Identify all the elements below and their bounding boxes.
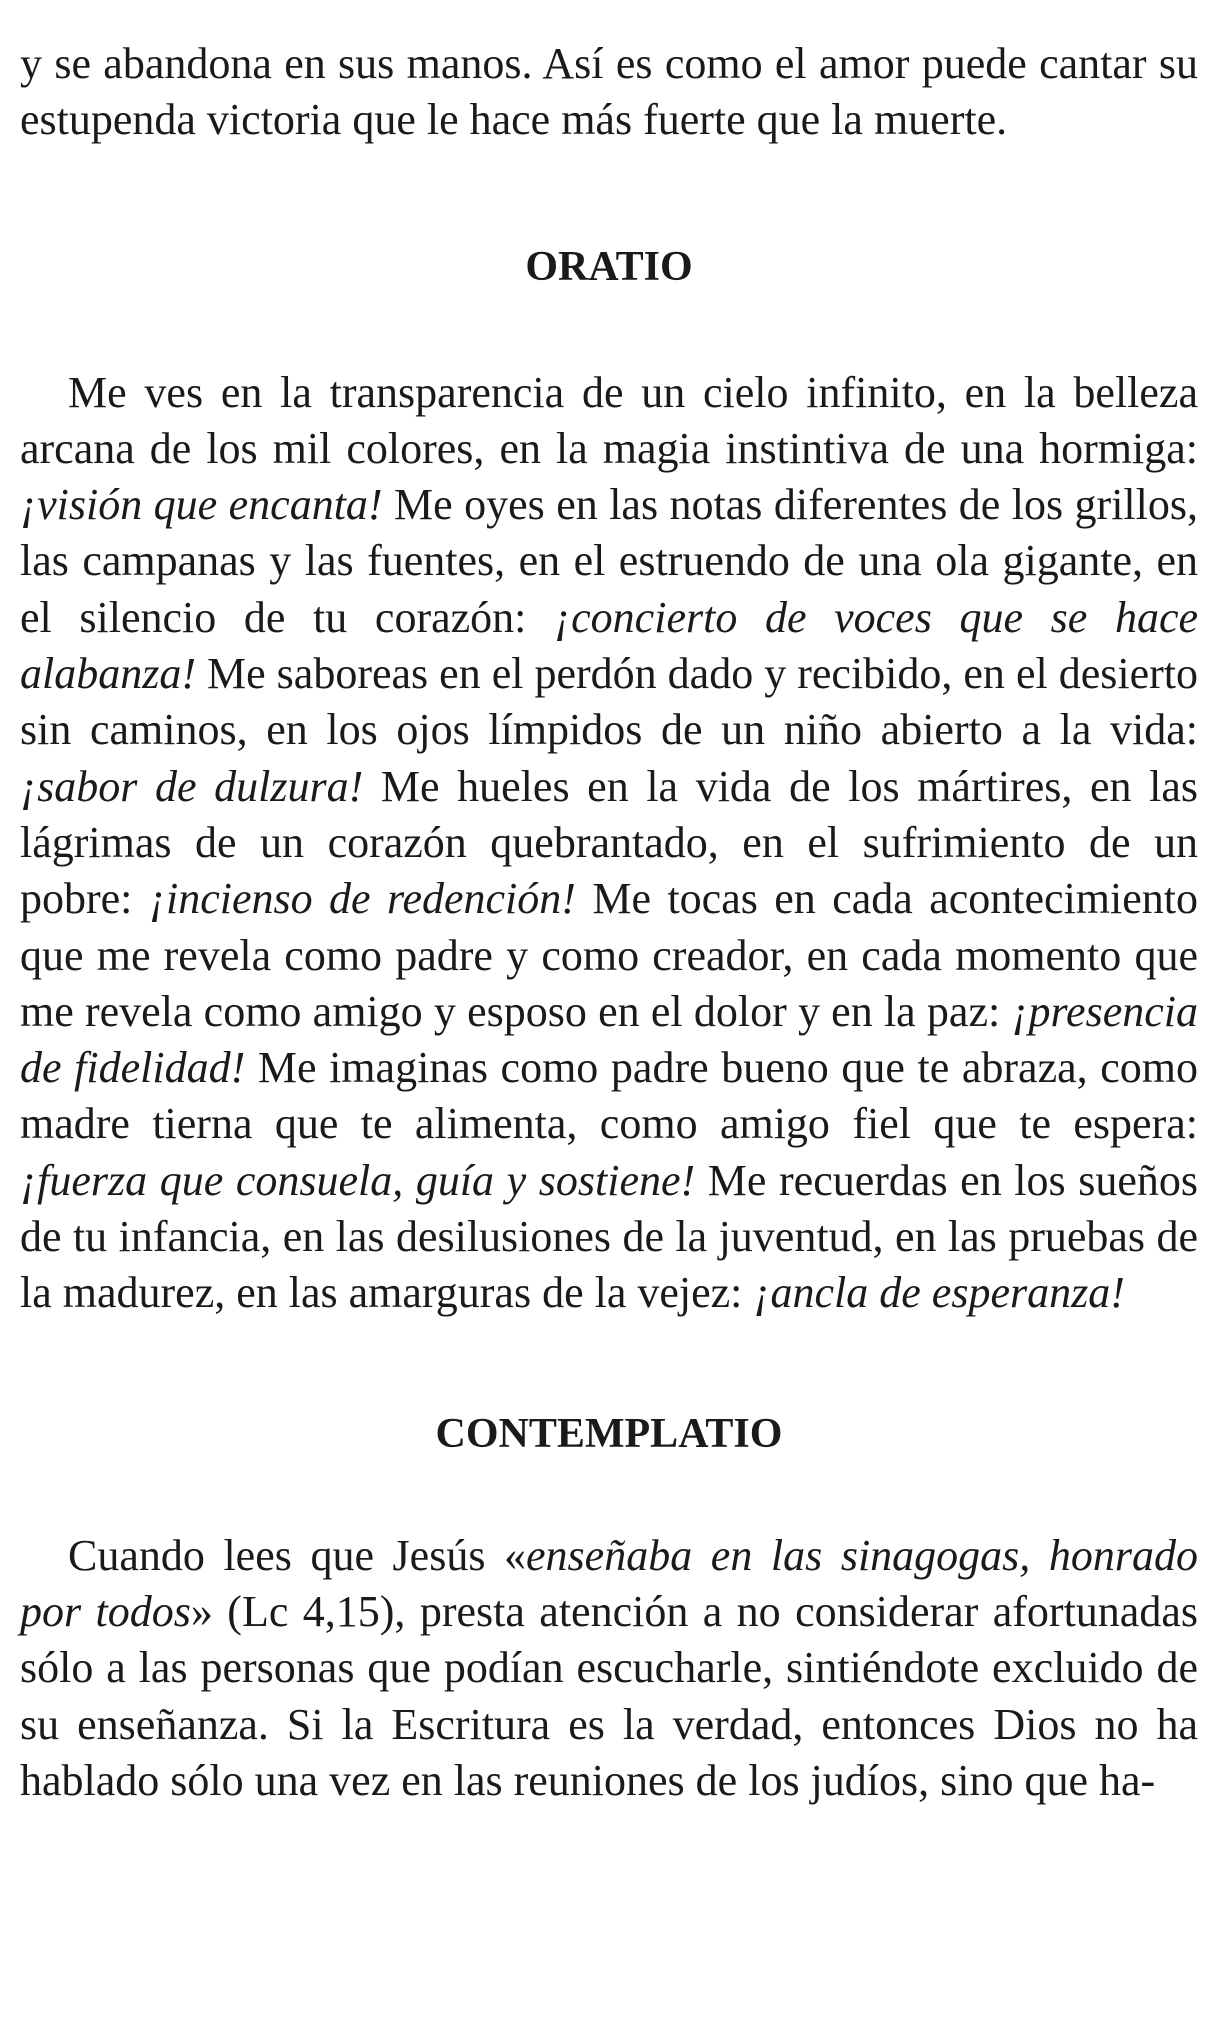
oratio-exclamation: ¡ancla de esperanza! [753,1268,1125,1318]
oratio-text: Me tocas en cada acontecimiento que me revela como padre y como creador, en cada momento que me revela como amigo y esposo en el dolor y en la paz: [20,874,1199,1036]
oratio-text: Me ves en la transparencia de un cielo infinito, en la belleza arcana de los mil colores, en la magia instintiva de una hormiga: [20,367,1198,473]
oratio-text: Me imaginas como padre bueno que te abraza, como madre tierna que te alimenta, como amigo fiel que te espera: [20,1043,1198,1149]
contemplatio-text: » (Lc 4,15), presta atención a no considerar afortunadas sólo a las personas que podían escucharle, sintiéndote excluido de su enseñanza. Si la Escritura es la verdad, entonces Dios no ha hablado sólo una vez en las reuniones de los judíos, sino que ha- [20,1586,1198,1805]
oratio-exclamation: ¡presencia de fidelidad! [20,986,1198,1093]
oratio-heading: ORATIO [525,243,693,290]
contemplatio-paragraph [20,1528,1198,1809]
contemplatio-text: Cuando lees que Jesús « [68,1530,527,1580]
oratio-text: Me oyes en las notas diferentes de los grillos, las campanas y las fuentes, en el estruendo de una ola gigante, en el silencio de tu corazón: [20,480,1198,642]
oratio-text: Me hueles en la vida de los mártires, en las lágrimas de un corazón quebrantado, en el sufrimiento de un pobre: [20,761,1198,924]
book-page [20,36,1198,1809]
oratio-exclamation: ¡sabor de dulzura! [20,761,364,811]
intro-paragraph: y se abandona en sus manos. Así es como el amor puede cantar su estupenda victoria que le hace más fuerte que la muerte. [20,39,1198,145]
oratio-text: Me recuerdas en los sueños de tu infancia, en las desilusiones de la juventud, en las pruebas de la madurez, en las amarguras de la vejez: [20,1155,1198,1318]
contemplatio-heading: CONTEMPLATIO [435,1410,783,1457]
oratio-paragraph [20,365,1198,1322]
oratio-exclamation: ¡incienso de redención! [148,874,576,924]
oratio-exclamation: ¡concierto de voces que se hace alabanza! [20,592,1198,699]
scripture-quote: enseñaba en las sinagogas, honrado por todos [20,1530,1198,1636]
oratio-exclamation: ¡visión que encanta! [20,480,383,530]
oratio-exclamation: ¡fuerza que consuela, guía y sostiene! [20,1155,696,1205]
oratio-text: Me saboreas en el perdón dado y recibido, en el desierto sin caminos, en los ojos límpidos de un niño abierto a la vida: [20,649,1198,755]
